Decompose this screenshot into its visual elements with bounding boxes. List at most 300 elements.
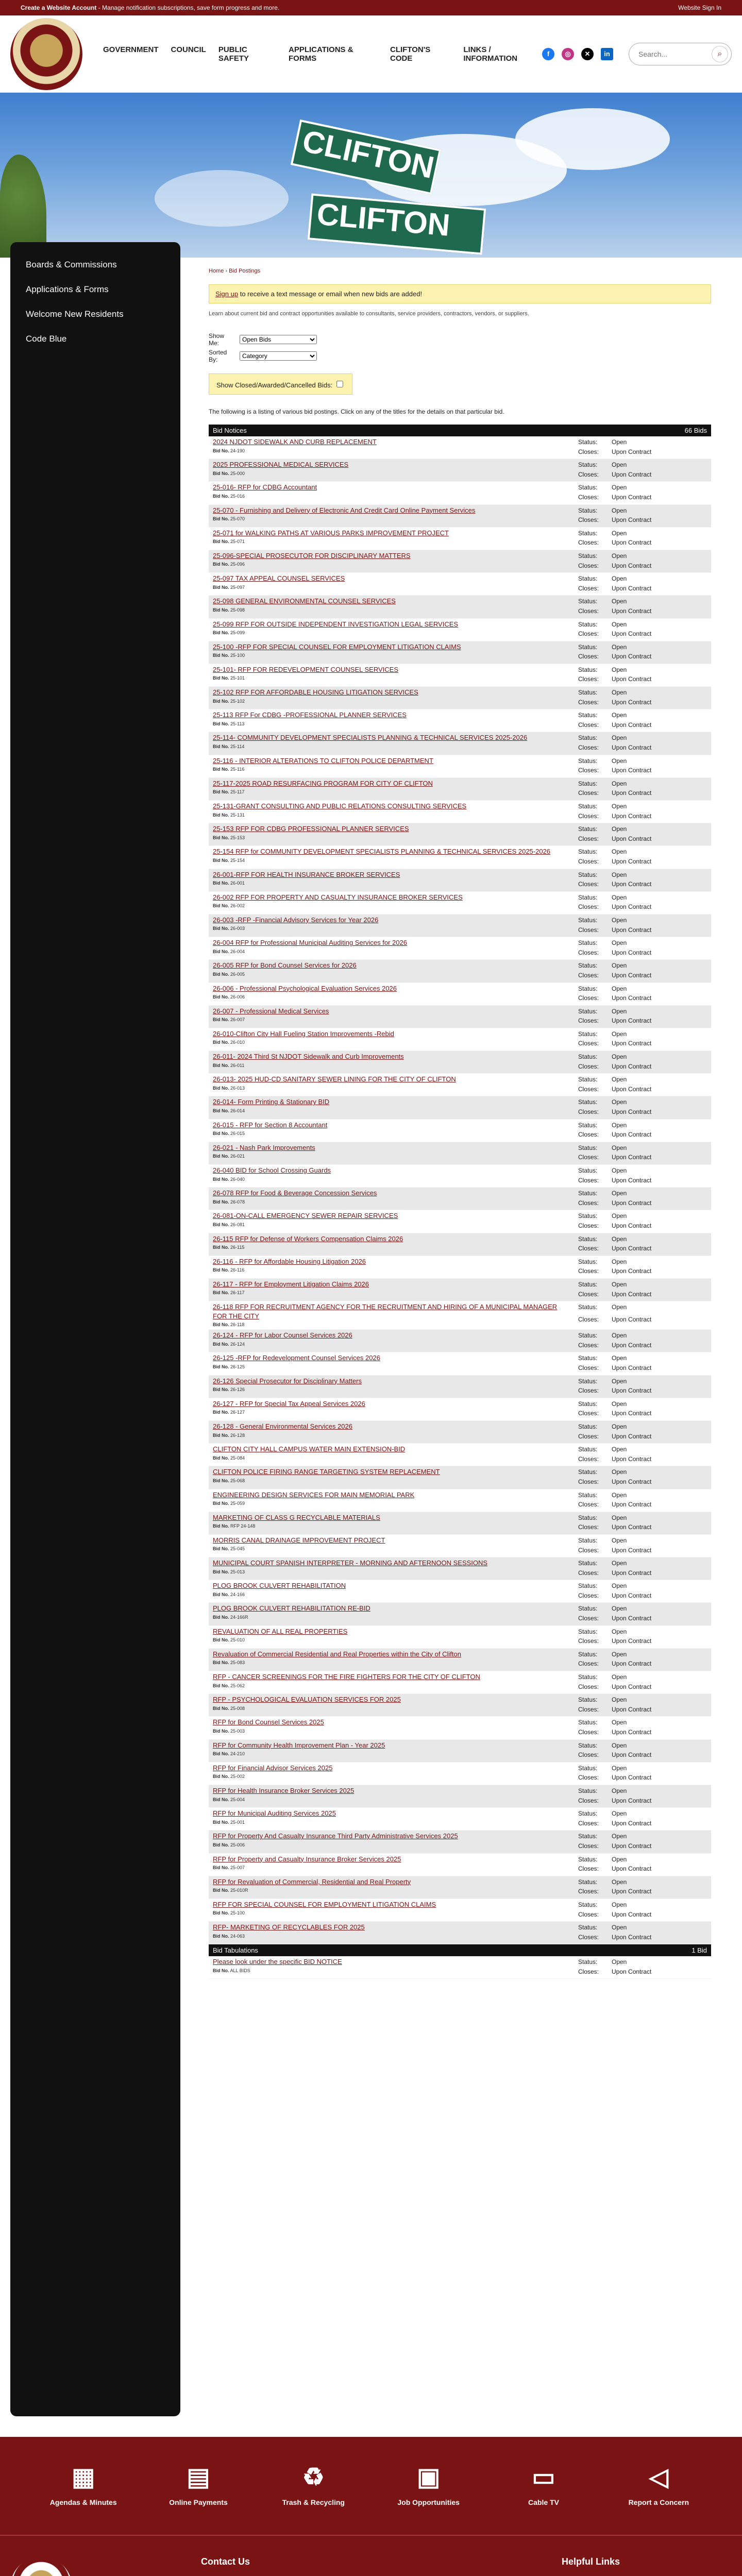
bid-title-link[interactable]: 2025 PROFESSIONAL MEDICAL SERVICES xyxy=(213,461,349,469)
status-value: Open xyxy=(612,1076,627,1083)
status-label: Status: xyxy=(578,1212,598,1220)
show-closed-toggle xyxy=(209,374,352,395)
sign-up-link[interactable]: Sign up xyxy=(215,290,239,298)
bid-info xyxy=(213,1513,578,1532)
bid-number xyxy=(213,1387,568,1392)
bid-number xyxy=(213,1290,568,1295)
bid-info xyxy=(213,1558,578,1578)
bid-title-link[interactable]: 26-003 -RFP -Financial Advisory Services for Year 2026 xyxy=(213,916,379,924)
breadcrumb-current[interactable]: Bid Postings xyxy=(229,268,261,274)
bid-title-link[interactable]: MUNICIPAL COURT SPANISH INTERPRETER - MORNING AND AFTERNOON SESSIONS xyxy=(213,1559,488,1567)
bid-title-link[interactable]: 26-081-ON-CALL EMERGENCY SEWER REPAIR SERVICES xyxy=(213,1212,398,1220)
status-label: Status: xyxy=(578,1422,598,1430)
status-label: Status: xyxy=(578,1167,598,1174)
bid-status xyxy=(578,665,707,684)
closes-label: Closes: xyxy=(578,1797,599,1804)
bid-info xyxy=(213,1877,578,1896)
bid-row xyxy=(209,1142,711,1165)
closes-label: Closes: xyxy=(578,1774,599,1782)
status-label: Status: xyxy=(578,1491,598,1499)
sidebar-item-0[interactable]: Boards & Commissions xyxy=(26,260,117,269)
closes-value: Upon Contract xyxy=(612,1432,652,1440)
bid-info xyxy=(213,1234,578,1253)
bid-title-link[interactable]: RFP for Revaluation of Commercial, Residential and Real Property xyxy=(213,1877,411,1886)
bid-title-link[interactable]: 26-040 BID for School Crossing Guards xyxy=(213,1166,331,1174)
bid-number-label: Bid No. xyxy=(213,767,229,772)
bid-number xyxy=(213,1364,568,1369)
closes-value: Upon Contract xyxy=(612,948,652,956)
closes-label: Closes: xyxy=(578,1455,599,1463)
bid-status xyxy=(578,1786,707,1805)
closes-label: Closes: xyxy=(578,607,599,615)
bid-number xyxy=(213,1017,568,1022)
bid-title-link[interactable]: RFP- MARKETING OF RECYCLABLES FOR 2025 xyxy=(213,1923,365,1931)
bid-title-link[interactable]: 26-001-RFP FOR HEALTH INSURANCE BROKER SERVICES xyxy=(213,870,400,878)
status-label: Status: xyxy=(578,1901,598,1908)
bid-number xyxy=(213,494,568,499)
status-label: Status: xyxy=(578,1810,598,1818)
bid-number-value: 26-004 xyxy=(230,948,245,954)
closes-label: Closes: xyxy=(578,1131,599,1139)
bid-title-link[interactable]: 25-114- COMMUNITY DEVELOPMENT SPECIALISTS PLANNING & TECHNICAL SERVICES 2025-2026 xyxy=(213,734,528,742)
closes-value: Upon Contract xyxy=(612,1910,652,1918)
megaphone-icon: ◁ xyxy=(649,2464,668,2491)
bid-title-link[interactable]: 26-015 - RFP for Section 8 Accountant xyxy=(213,1121,328,1129)
breadcrumb-separator: › xyxy=(224,268,229,274)
bid-status xyxy=(578,1280,707,1299)
bid-number-value: 25-098 xyxy=(230,607,245,613)
footer-logo[interactable] xyxy=(10,2556,201,2576)
status-value: Open xyxy=(612,1212,627,1220)
status-label: Status: xyxy=(578,1833,598,1840)
status-value: Open xyxy=(612,1422,627,1430)
bid-status xyxy=(578,460,707,479)
closes-label: Closes: xyxy=(578,1364,599,1371)
sidebar-item-3[interactable]: Code Blue xyxy=(26,334,67,344)
status-label: Status: xyxy=(578,1030,598,1038)
bid-info xyxy=(213,1075,578,1094)
search-icon[interactable]: ⌕ xyxy=(712,46,728,62)
bid-number-value: 26-006 xyxy=(230,994,245,1000)
closes-value: Upon Contract xyxy=(612,1751,652,1759)
main-area xyxy=(0,242,742,2416)
status-label: Status: xyxy=(578,1303,598,1311)
bid-number-label: Bid No. xyxy=(213,1797,229,1802)
street-sign-clifton-ave: CLIFTON xyxy=(308,193,486,255)
closes-label: Closes: xyxy=(578,1316,599,1324)
closes-label: Closes: xyxy=(578,744,599,752)
closes-value: Upon Contract xyxy=(612,630,652,638)
show-closed-checkbox[interactable] xyxy=(336,381,343,387)
bid-number-value: 26-021 xyxy=(230,1154,245,1159)
bid-notices-list xyxy=(209,436,711,1944)
bid-row xyxy=(209,482,711,504)
nav-item-2[interactable]: PUBLIC SAFETY xyxy=(218,45,249,63)
status-value: Open xyxy=(612,1354,627,1362)
bid-row xyxy=(209,1626,711,1649)
bid-number-label: Bid No. xyxy=(213,1591,229,1597)
bid-title-link[interactable]: 26-006 - Professional Psychological Evaluation Services 2026 xyxy=(213,984,397,992)
bid-title-link[interactable]: 25-117-2025 ROAD RESURFACING PROGRAM FOR CITY OF CLIFTON xyxy=(213,779,433,787)
bid-title-link[interactable]: CLIFTON CITY HALL CAMPUS WATER MAIN EXTENSION-BID xyxy=(213,1445,406,1453)
status-label: Status: xyxy=(578,666,598,673)
bid-number xyxy=(213,1154,568,1159)
sidebar-item-1[interactable]: Applications & Forms xyxy=(26,284,109,294)
bid-number xyxy=(213,1842,568,1848)
bid-number-label: Bid No. xyxy=(213,516,229,522)
status-label: Status: xyxy=(578,1446,598,1453)
bid-title-link[interactable]: MARKETING OF CLASS G RECYCLABLE MATERIALS xyxy=(213,1513,380,1521)
bid-tabulations-title: Bid Tabulations xyxy=(213,1946,258,1955)
bid-info xyxy=(213,1718,578,1737)
bid-number-label: Bid No. xyxy=(213,1131,229,1137)
status-label: Status: xyxy=(578,734,598,742)
status-value: Open xyxy=(612,1833,627,1840)
bid-info xyxy=(213,733,578,752)
bid-number-value: 26-040 xyxy=(230,1176,245,1182)
bid-title-link[interactable]: 26-013- 2025 HUD-CD SANITARY SEWER LINING FOR THE CITY OF CLIFTON xyxy=(213,1075,456,1083)
closes-value: Upon Contract xyxy=(612,1660,652,1668)
bid-title-link[interactable]: 26-125 -RFP for Redevelopment Counsel Services 2026 xyxy=(213,1354,380,1362)
closes-value: Upon Contract xyxy=(612,1154,652,1161)
closes-value: Upon Contract xyxy=(612,926,652,934)
bid-row xyxy=(209,1233,711,1256)
status-label: Status: xyxy=(578,1098,598,1106)
status-label: Status: xyxy=(578,871,598,878)
bid-title-link[interactable]: 25-097 TAX APPEAL COUNSEL SERVICES xyxy=(213,574,345,583)
bid-title-link[interactable]: 26-126 Special Prosecutor for Disciplinary Matters xyxy=(213,1377,362,1385)
list-info: The following is a listing of various bid postings. Click on any of the titles for the details on that particular bid. xyxy=(209,408,504,415)
bid-title-link[interactable]: RFP for Community Health Improvement Plan - Year 2025 xyxy=(213,1741,385,1749)
bid-number-value: 26-011 xyxy=(230,1062,245,1068)
hero-cloud xyxy=(155,170,289,227)
bid-title-link[interactable]: 26-002 RFP FOR PROPERTY AND CASUALTY INSURANCE BROKER SERVICES xyxy=(213,893,463,901)
quick-link-1[interactable] xyxy=(152,2465,245,2506)
bid-number xyxy=(213,607,568,613)
bid-number-label: Bid No. xyxy=(213,1523,229,1529)
closes-value: Upon Contract xyxy=(612,1683,652,1690)
bid-number-value: 26-126 xyxy=(230,1387,245,1393)
bid-status xyxy=(578,870,707,889)
bid-title-link[interactable]: 25-113 RFP For CDBG -PROFESSIONAL PLANNER SERVICES xyxy=(213,711,407,719)
bid-row xyxy=(209,1188,711,1210)
bid-title-link[interactable]: 25-016- RFP for CDBG Accountant xyxy=(213,483,317,492)
show-label: Show Me: xyxy=(209,332,225,347)
bid-number xyxy=(213,1865,568,1870)
quick-link-label: Trash & Recycling xyxy=(282,2498,345,2506)
bid-number xyxy=(213,744,568,749)
closes-value: Upon Contract xyxy=(612,1410,652,1417)
bid-title-link[interactable]: 26-021 - Nash Park Improvements xyxy=(213,1143,315,1151)
bid-info xyxy=(213,483,578,502)
status-label: Status: xyxy=(578,1958,598,1966)
closes-label: Closes: xyxy=(578,1341,599,1349)
nav-item-4[interactable]: CLIFTON'S CODE xyxy=(390,45,431,63)
website-sign-in-link[interactable]: Website Sign In xyxy=(678,4,721,11)
bid-number-value: 25-084 xyxy=(230,1455,245,1461)
closes-value: Upon Contract xyxy=(612,698,652,706)
bid-number xyxy=(213,675,568,681)
status-label: Status: xyxy=(578,803,598,810)
bid-number xyxy=(213,1615,568,1620)
status-value: Open xyxy=(612,1958,627,1966)
bid-number-value: 25-083 xyxy=(230,1660,245,1666)
bid-title-link[interactable]: 25-096-SPECIAL PROSECUTOR FOR DISCIPLINARY MATTERS xyxy=(213,551,411,560)
bid-title-link[interactable]: 25-116 - INTERIOR ALTERATIONS TO CLIFTON POLICE DEPARTMENT xyxy=(213,756,433,765)
trash-icon: ♻ xyxy=(302,2464,325,2491)
bid-number-label: Bid No. xyxy=(213,1728,229,1734)
bid-row xyxy=(209,1256,711,1279)
bid-status xyxy=(578,1234,707,1253)
footer-helpful-links xyxy=(562,2556,620,2576)
bid-title-link[interactable]: 26-010-Clifton City Hall Fueling Station Improvements -Rebid xyxy=(213,1029,394,1038)
closes-label: Closes: xyxy=(578,1569,599,1577)
bid-number-value: 25-004 xyxy=(230,1797,245,1802)
bid-title-link[interactable]: 25-131-GRANT CONSULTING AND PUBLIC RELATIONS CONSULTING SERVICES xyxy=(213,802,467,810)
closes-value: Upon Contract xyxy=(612,1290,652,1298)
bid-title-link[interactable]: CLIFTON POLICE FIRING RANGE TARGETING SYSTEM REPLACEMENT xyxy=(213,1468,440,1476)
bid-number-label: Bid No. xyxy=(213,1017,229,1023)
bid-row xyxy=(209,1785,711,1808)
bid-number-label: Bid No. xyxy=(213,1222,229,1227)
bid-info xyxy=(213,870,578,889)
closes-value: Upon Contract xyxy=(612,1267,652,1275)
closes-label: Closes: xyxy=(578,1176,599,1184)
bid-title-link[interactable]: 26-127 - RFP for Special Tax Appeal Services 2026 xyxy=(213,1399,365,1408)
bid-number-label: Bid No. xyxy=(213,1432,229,1438)
quick-link-0[interactable] xyxy=(37,2465,130,2506)
status-value: Open xyxy=(612,1514,627,1521)
bid-status xyxy=(578,1581,707,1600)
closes-value: Upon Contract xyxy=(612,1797,652,1804)
bid-status xyxy=(578,1121,707,1140)
bid-title-link[interactable]: RFP for Financial Advisor Services 2025 xyxy=(213,1764,333,1772)
linkedin-icon[interactable]: in xyxy=(601,48,613,60)
quick-link-3[interactable] xyxy=(382,2465,475,2506)
city-seal-logo[interactable] xyxy=(10,18,82,90)
bid-title-link[interactable]: Revaluation of Commercial Residential and Real Properties within the City of Clifton xyxy=(213,1650,461,1658)
status-label: Status: xyxy=(578,779,598,787)
closes-value: Upon Contract xyxy=(612,1040,652,1047)
status-label: Status: xyxy=(578,1144,598,1151)
quick-link-label: Online Payments xyxy=(169,2498,228,2506)
bid-info xyxy=(213,1809,578,1828)
bid-title-link[interactable]: 26-116 - RFP for Affordable Housing Litigation 2026 xyxy=(213,1257,366,1265)
bid-row xyxy=(209,1762,711,1785)
bid-title-link[interactable]: 26-118 RFP FOR RECRUITMENT AGENCY FOR THE RECRUITMENT AND HIRING OF A MUNICIPAL MANAGER FOR THE CITY xyxy=(213,1303,558,1320)
bid-number xyxy=(213,585,568,590)
bid-status xyxy=(578,1377,707,1396)
bid-title-link[interactable]: 25-101- RFP FOR REDEVELOPMENT COUNSEL SERVICES xyxy=(213,665,399,673)
status-value: Open xyxy=(612,1007,627,1015)
bid-number-value: 25-096 xyxy=(230,562,245,567)
bid-status xyxy=(578,984,707,1003)
quick-link-5[interactable] xyxy=(612,2465,705,2506)
bid-title-link[interactable]: 26-124 - RFP for Labor Counsel Services 2026 xyxy=(213,1331,352,1340)
bid-title-link[interactable]: 26-004 RFP for Professional Municipal Auditing Services for 2026 xyxy=(213,939,407,947)
bid-number-value: 25-114 xyxy=(230,743,245,749)
quick-link-4[interactable] xyxy=(497,2465,590,2506)
status-label: Status: xyxy=(578,552,598,560)
bid-number-label: Bid No. xyxy=(213,1478,229,1483)
bid-number-label: Bid No. xyxy=(213,789,229,795)
bid-title-link[interactable]: 25-154 RFP for COMMUNITY DEVELOPMENT SPECIALISTS PLANNING & TECHNICAL SERVICES 2025-2026 xyxy=(213,848,551,856)
bid-number xyxy=(213,1728,568,1734)
bid-row xyxy=(209,664,711,687)
status-value: Open xyxy=(612,461,627,469)
closes-value: Upon Contract xyxy=(612,1888,652,1895)
create-account-message[interactable]: Create a Website Account - Manage notification subscriptions, save form progress and more. xyxy=(21,4,280,11)
bid-number-value: 25-068 xyxy=(230,1478,245,1483)
bid-number-value: 25-101 xyxy=(230,675,245,681)
bid-status xyxy=(578,551,707,570)
bid-title-link[interactable]: PLOG BROOK CULVERT REHABILITATION RE-BID xyxy=(213,1604,370,1613)
bid-info xyxy=(213,529,578,548)
bid-title-link[interactable]: 26-128 - General Environmental Services 2026 xyxy=(213,1422,352,1430)
bid-title-link[interactable]: RFP for Property And Casualty Insurance Third Party Administrative Services 2025 xyxy=(213,1832,458,1840)
status-value: Open xyxy=(612,1121,627,1129)
bid-number xyxy=(213,1455,568,1461)
bid-title-link[interactable]: 25-100 -RFP FOR SPECIAL COUNSEL FOR EMPLOYMENT LITIGATION CLAIMS xyxy=(213,642,461,651)
bid-title-link[interactable]: 26-005 RFP for Bond Counsel Services for 2026 xyxy=(213,961,357,970)
bid-number-label: Bid No. xyxy=(213,857,229,863)
bid-title-link[interactable]: 25-102 RFP FOR AFFORDABLE HOUSING LITIGATION SERVICES xyxy=(213,688,418,697)
status-value: Open xyxy=(612,1741,627,1749)
social-links xyxy=(542,48,613,60)
bid-number-label: Bid No. xyxy=(213,926,229,931)
status-label: Status: xyxy=(578,848,598,856)
status-label: Status: xyxy=(578,438,598,446)
bid-status xyxy=(578,1302,707,1327)
bid-info xyxy=(213,1189,578,1208)
bid-title-link[interactable]: REVALUATION OF ALL REAL PROPERTIES xyxy=(213,1627,348,1635)
bid-row xyxy=(209,1649,711,1671)
closes-value: Upon Contract xyxy=(612,880,652,888)
bid-title-link[interactable]: 26-117 - RFP for Employment Litigation Claims 2026 xyxy=(213,1280,369,1288)
status-value: Open xyxy=(612,1280,627,1288)
bid-number-value: 25-001 xyxy=(230,1819,245,1825)
bid-title-link[interactable]: RFP for Property and Casualty Insurance Broker Services 2025 xyxy=(213,1855,401,1863)
hero-banner xyxy=(0,93,742,258)
status-label: Status: xyxy=(578,1628,598,1635)
nav-item-5[interactable]: LINKS / INFORMATION xyxy=(463,45,518,63)
sidebar-item-2[interactable]: Welcome New Residents xyxy=(26,309,124,319)
status-value: Open xyxy=(612,848,627,856)
bid-row xyxy=(209,1740,711,1762)
bid-info xyxy=(213,1399,578,1418)
bid-title-link[interactable]: RFP FOR SPECIAL COUNSEL FOR EMPLOYMENT LITIGATION CLAIMS xyxy=(213,1900,436,1908)
bid-number xyxy=(213,1569,568,1574)
bid-title-link[interactable]: 26-115 RFP for Defense of Workers Compensation Claims 2026 xyxy=(213,1234,403,1243)
bid-number-label: Bid No. xyxy=(213,1322,229,1328)
bid-row xyxy=(209,755,711,778)
bid-number-value: 25-116 xyxy=(230,767,245,772)
bid-info xyxy=(213,1650,578,1669)
bid-title-link[interactable]: 25-098 GENERAL ENVIRONMENTAL COUNSEL SERVICES xyxy=(213,597,396,605)
bid-title-link[interactable]: 2024 NJDOT SIDEWALK AND CURB REPLACEMENT xyxy=(213,438,377,446)
bid-title-link[interactable]: Please look under the specific BID NOTICE xyxy=(213,1958,342,1966)
bid-status xyxy=(578,1189,707,1208)
bid-title-link[interactable]: ENGINEERING DESIGN SERVICES FOR MAIN MEMORIAL PARK xyxy=(213,1490,415,1499)
bid-title-link[interactable]: RFP - CANCER SCREENINGS FOR THE FIRE FIGHTERS FOR THE CITY OF CLIFTON xyxy=(213,1673,480,1681)
bid-status xyxy=(578,1211,707,1230)
status-label: Status: xyxy=(578,1258,598,1265)
nav-item-1[interactable]: COUNCIL xyxy=(171,45,206,54)
closes-label: Closes: xyxy=(578,1478,599,1485)
status-value: Open xyxy=(612,1053,627,1061)
bid-title-link[interactable]: 25-070 - Furnishing and Delivery of Electronic And Credit Card Online Payment Services xyxy=(213,506,476,514)
bid-title-link[interactable]: RFP for Municipal Auditing Services 2025 xyxy=(213,1809,336,1818)
closes-label: Closes: xyxy=(578,1683,599,1690)
bid-number-label: Bid No. xyxy=(213,584,229,590)
bid-status xyxy=(578,1650,707,1669)
bid-row xyxy=(209,709,711,732)
bid-info xyxy=(213,460,578,479)
show-select[interactable] xyxy=(240,335,317,344)
bid-number-label: Bid No. xyxy=(213,835,229,840)
bid-number-label: Bid No. xyxy=(213,1774,229,1780)
bid-title-link[interactable]: RFP for Bond Counsel Services 2025 xyxy=(213,1718,324,1726)
nav-item-0[interactable]: GOVERNMENT xyxy=(103,45,159,54)
closes-value: Upon Contract xyxy=(612,1245,652,1252)
bid-info xyxy=(213,961,578,980)
status-value: Open xyxy=(612,1377,627,1385)
bid-number xyxy=(213,1797,568,1802)
bid-info xyxy=(213,642,578,662)
search-input[interactable] xyxy=(637,49,704,59)
status-value: Open xyxy=(612,1719,627,1726)
bid-row xyxy=(209,823,711,846)
bid-number-value: 25-003 xyxy=(230,1728,245,1734)
bid-number-label: Bid No. xyxy=(213,1888,229,1893)
bid-title-link[interactable]: RFP for Health Insurance Broker Services 2025 xyxy=(213,1786,355,1794)
status-label: Status: xyxy=(578,575,598,583)
instagram-icon[interactable]: ◎ xyxy=(562,48,574,60)
bid-info xyxy=(213,1143,578,1162)
bid-title-link[interactable]: 25-071 for WALKING PATHS AT VARIOUS PARKS IMPROVEMENT PROJECT xyxy=(213,529,449,537)
bid-row xyxy=(209,1074,711,1096)
bid-number-value: 24-166 xyxy=(230,1591,245,1597)
bid-title-link[interactable]: MORRIS CANAL DRAINAGE IMPROVEMENT PROJECT xyxy=(213,1536,385,1544)
quick-link-2[interactable] xyxy=(267,2465,360,2506)
sort-select[interactable] xyxy=(240,351,317,361)
x-twitter-icon[interactable]: ✕ xyxy=(581,48,594,60)
bid-title-link[interactable]: 26-011- 2024 Third St NJDOT Sidewalk and Curb Improvements xyxy=(213,1053,404,1061)
bid-title-link[interactable]: RFP - PSYCHOLOGICAL EVALUATION SERVICES FOR 2025 xyxy=(213,1696,401,1704)
bid-number-label: Bid No. xyxy=(213,1819,229,1825)
bid-number xyxy=(213,926,568,931)
closes-value: Upon Contract xyxy=(612,1062,652,1070)
facebook-icon[interactable]: f xyxy=(542,48,554,60)
nav-item-3[interactable]: APPLICATIONS & FORMS xyxy=(288,45,353,63)
bid-number-label: Bid No. xyxy=(213,1751,229,1757)
bid-info xyxy=(213,1581,578,1600)
bid-title-link[interactable]: 26-007 - Professional Medical Services xyxy=(213,1007,329,1015)
bid-row xyxy=(209,960,711,982)
breadcrumb-home[interactable]: Home xyxy=(209,268,224,274)
closes-value: Upon Contract xyxy=(612,789,652,797)
bid-row xyxy=(209,573,711,596)
status-value: Open xyxy=(612,620,627,628)
bid-status xyxy=(578,1513,707,1532)
bid-title-link[interactable]: PLOG BROOK CULVERT REHABILITATION xyxy=(213,1582,346,1590)
bid-title-link[interactable]: 26-078 RFP for Food & Beverage Concession Services xyxy=(213,1189,377,1197)
bid-number-value: 25-000 xyxy=(230,470,245,476)
bid-title-link[interactable]: 25-153 RFP FOR CDBG PROFESSIONAL PLANNER SERVICES xyxy=(213,825,409,833)
bid-title-link[interactable]: 25-099 RFP FOR OUTSIDE INDEPENDENT INVESTIGATION LEGAL SERVICES xyxy=(213,620,459,628)
bid-number-label: Bid No. xyxy=(213,1910,229,1916)
bid-title-link[interactable]: 26-014- Form Printing & Stationary BID xyxy=(213,1098,330,1106)
